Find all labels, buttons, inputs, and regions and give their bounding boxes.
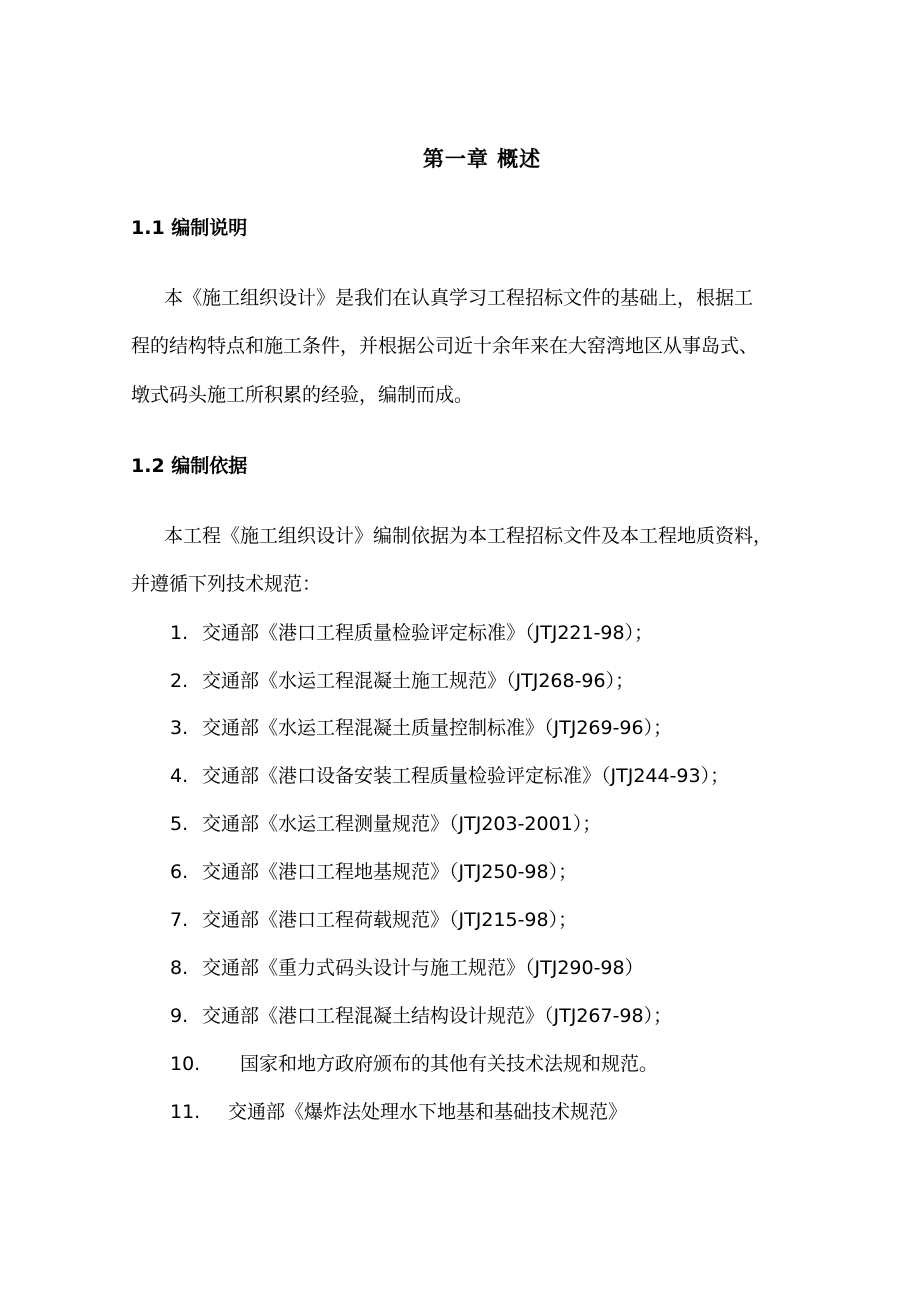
list-item-number: 6. xyxy=(170,861,189,883)
list-item xyxy=(170,619,653,647)
list-item-number: 7. xyxy=(170,909,189,931)
chapter-title: 第一章 概述 xyxy=(422,147,542,171)
list-item xyxy=(170,906,577,934)
list-item-text: 交通部《港口设备安装工程质量检验评定标准》（JTJ244-93）； xyxy=(202,765,730,787)
paragraph-line: 并遵循下列技术规范： xyxy=(131,573,322,595)
list-item-text: 交通部《水运工程混凝土质量控制标准》（JTJ269-96）； xyxy=(202,717,673,739)
list-item-number: 2. xyxy=(170,670,189,692)
list-item-text: 交通部《港口工程地基规范》（JTJ250-98）； xyxy=(202,861,578,883)
list-item xyxy=(170,1050,658,1078)
list-item-number: 8. xyxy=(170,957,189,979)
list-item xyxy=(170,1002,672,1030)
list-item-number: 9. xyxy=(170,1005,189,1027)
list-item xyxy=(170,762,729,790)
paragraph-line: 本《施工组织设计》是我们在认真学习工程招标文件的基础上，根据工 xyxy=(164,287,754,309)
list-item-text: 交通部《港口工程质量检验评定标准》（JTJ221-98）； xyxy=(202,622,654,644)
paragraph-line: 程的结构特点和施工条件，并根据公司近十余年来在大窑湾地区从事岛式、 xyxy=(131,335,759,357)
list-item xyxy=(170,1098,627,1126)
paragraph-line: 本工程《施工组织设计》编制依据为本工程招标文件及本工程地质资料， xyxy=(164,525,773,547)
list-item-text: 交通部《水运工程混凝土施工规范》（JTJ268-96）； xyxy=(202,670,635,692)
list-item-text: 交通部《重力式码头设计与施工规范》（JTJ290-98） xyxy=(202,957,644,979)
list-item-text: 国家和地方政府颁布的其他有关技术法规和规范。 xyxy=(240,1053,659,1075)
list-item xyxy=(170,810,601,838)
list-item-number: 4. xyxy=(170,765,189,787)
list-item xyxy=(170,714,672,742)
list-item-number: 10. xyxy=(170,1053,201,1075)
list-item xyxy=(170,858,577,886)
list-item-text: 交通部《港口工程荷载规范》（JTJ215-98）； xyxy=(202,909,578,931)
list-item-text: 交通部《港口工程混凝土结构设计规范》（JTJ267-98）； xyxy=(202,1005,673,1027)
list-item xyxy=(170,954,644,982)
section-heading-1-1: 1.1 编制说明 xyxy=(131,217,248,239)
list-item-number: 3. xyxy=(170,717,189,739)
list-item-text: 交通部《爆炸法处理水下地基和基础技术规范》 xyxy=(228,1101,628,1123)
paragraph-line: 墩式码头施工所积累的经验，编制而成。 xyxy=(131,384,474,406)
list-item-number: 1. xyxy=(170,622,189,644)
list-item xyxy=(170,667,634,695)
section-heading-1-2: 1.2 编制依据 xyxy=(131,455,248,477)
list-item-number: 5. xyxy=(170,813,189,835)
list-item-text: 交通部《水运工程测量规范》（JTJ203-2001）； xyxy=(202,813,602,835)
list-item-number: 11. xyxy=(170,1101,201,1123)
